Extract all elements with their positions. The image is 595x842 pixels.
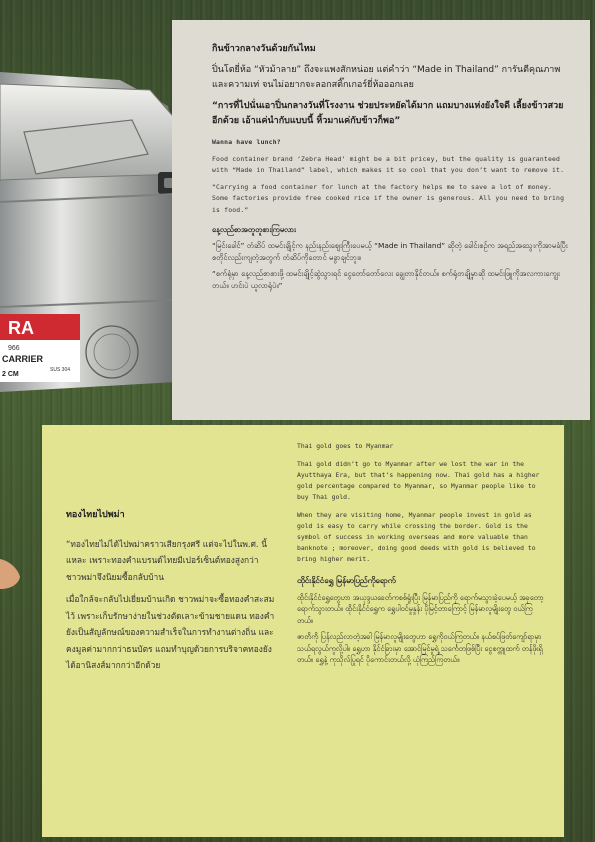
thai-lunch-paragraph-2: “การที่ไปนั่นเอาปิ่นกลางวันที่โรงงาน ช่วยประหยัดได้มาก แถมบางแห่งยังใจดี เลี้ยงข้าวสวยอีกด้วย เอ้าแค่นำกับแบบนี้ หิ้วมาแค่กับข้าวก็พอ”	[212, 101, 564, 126]
lunch-article-panel	[172, 20, 590, 420]
thai-lunch-title	[212, 42, 568, 57]
english-gold-paragraph-1: Thai gold didn’t go to Myanmar after we lost the war in the Ayutthaya Era, but that’s happening now. Thai gold has a higher gold percentage compared to Myanmar, so Myanmar people like to buy Thai gold.	[297, 460, 540, 501]
burmese-lunch-title: နေ့လည်စာအတူတူစားကြမလား	[212, 225, 296, 234]
burmese-gold-paragraph-2: ဇာတိကို ပြန်လည်လာတဲ့အခါ မြန်မာလူမျိုးတွေဟာ ရွှေကိုဝယ်ကြတယ်။ နယ်စပ်ဖြတ်ကျော်ရာမှာ သယ်ရလွယ်ကူလို့ပါ။ ရွှေဟာ နိုင်ငံခြားမှာ အောင်မြင်မှုရဲ့ သင်္ကေတဖြစ်ပြီး ငွေစက္ကူထက် တန်ဖိုးရှိတယ်။ ရွှေနဲ့ ကုသိုလ်ပြုရင် ပိုကောင်းတယ်လို့ ယုံကြည်ကြတယ်။	[297, 632, 543, 664]
tiffin-label-year: 966	[8, 345, 20, 352]
thai-gold-title: ทองไทยไปพม่า	[66, 510, 125, 520]
burmese-gold-paragraph-1: ထိုင်းနိုင်ငံရွှေတွေဟာ အယုဒ္ဒယခေတ်ကစစ်ရှုံးပြီး မြန်မာပြည်ကို ရောက်မသွားခဲ့ပေမယ့် အခုတော့ ရောက်သွားတယ်။ ထိုင်းနိုင်ငံရွှေက ရွှေပါဝင်မှုနှုန်း ပိုမြင့်တာကြောင့် မြန်မာလူမျိုးတွေ ဝယ်ကြတယ်။	[297, 592, 544, 625]
burmese-lunch-paragraph-2: “စက်ရုံမှာ နေ့လည်စာစားဖို့ ထမင်းချိုင့်ဆွဲသွားရင် ငွေတော်တော်လေး ချွေတာနိုင်တယ်။ စက်ရုံတချို့မှာဆို ထမင်းဖြူကိုအလကားကျွေးတယ်။ ဟင်းပဲ ယူလာရုံပဲ။”	[212, 269, 560, 290]
tiffin-label-brand: RA	[8, 318, 34, 338]
thai-gold-paragraph-1: “ทองไทยไม่ได้ไปพม่าคราวเสียกรุงศรี แต่จะไปในพ.ศ. นี้แหละ เพราะทองคำแบรนด์ไทยมีเปอร์เซ็นต์ทองสูงกว่า ชาวพม่าจึงนิยมซื้อกลับบ้าน	[66, 538, 267, 582]
english-gold-paragraph-2: When they are visiting home, Myanmar people invest in gold as gold is easy to carry while crossing the border. Gold is the symbol of success in working overseas and more valuable than banknote ; moreover, doing good deeds with gold is believed to bring higher merit.	[297, 511, 536, 563]
tiffin-label-size: 2 CM	[2, 371, 19, 378]
english-lunch-paragraph-2: “Carrying a food container for lunch at the factory helps me to save a lot of money. Some factories provide free cooked rice if the owner is generous. All you need to bring is food.”	[212, 182, 565, 214]
gold-article-panel	[42, 425, 564, 837]
thai-gold-column	[66, 507, 276, 680]
tiffin-label-steel: SUS 304	[50, 367, 71, 373]
english-lunch-title: Wanna have lunch?	[212, 138, 281, 146]
thai-lunch-title-text: กินข้าวกลางวันด้วยกันไหม	[212, 44, 316, 54]
burmese-gold-title: ထိုင်းနိုင်ငံရွှေ မြန်မာပြည်ကိုရောက်	[297, 576, 396, 585]
burmese-lunch-paragraph-1: “မြင်းခေါင်” တံဆိပ် ထမင်းချိုင့်က နည်းနည်းဈေးကြီးပေမယ့် “Made in Thailand” ဆိုတဲ့ ခေါင်းစဉ်က အရည်အသွေးကိုအာမခံပြီး စတိုင်လည်းကျတဲ့အတွက် တံဆိပ်ကိုတောင် မခွာချင်ဘူး။	[212, 241, 568, 262]
thai-gold-paragraph-2: เมื่อใกล้จะกลับไปเยี่ยมบ้านเกิด ชาวพม่าจะซื้อทองคำสะสมไว้ เพราะเก็บรักษาง่ายในช่วงตัดเลาะข้ามชายแดน ทองคำยังเป็นสัญลักษณ์ของความสำเร็จในการทำงานต่างถิ่น และคงมูลค่ามากกว่าธนบัตร แถมทำบุญด้วยการบริจาคทองยังได้อานิสงส์มากกว่าอีกด้วย	[66, 594, 275, 670]
hand-icon	[0, 555, 24, 593]
tiffin-label-carrier: CARRIER	[2, 354, 44, 364]
thai-lunch-paragraph-1: ปิ่นโตยี่ห้อ “หัวม้าลาย” ถึงจะแพงสักหน่อย แต่คำว่า “Made in Thailand” การันตีคุณภาพและความเท่ จนไม่อยากจะลอกสติ๊กเกอร์ยี่ห้อออกเลย	[212, 65, 561, 90]
tiffin-carrier-illustration	[0, 62, 200, 392]
english-burmese-gold-column	[297, 441, 547, 671]
english-lunch-paragraph-1: Food container brand ‘Zebra Head’ might be a bit pricey, but the quality is guaranteed with “Made in Thailand” label, which makes it so cool that you don’t want to remove it.	[212, 154, 565, 174]
english-gold-title: Thai gold goes to Myanmar	[297, 442, 394, 450]
